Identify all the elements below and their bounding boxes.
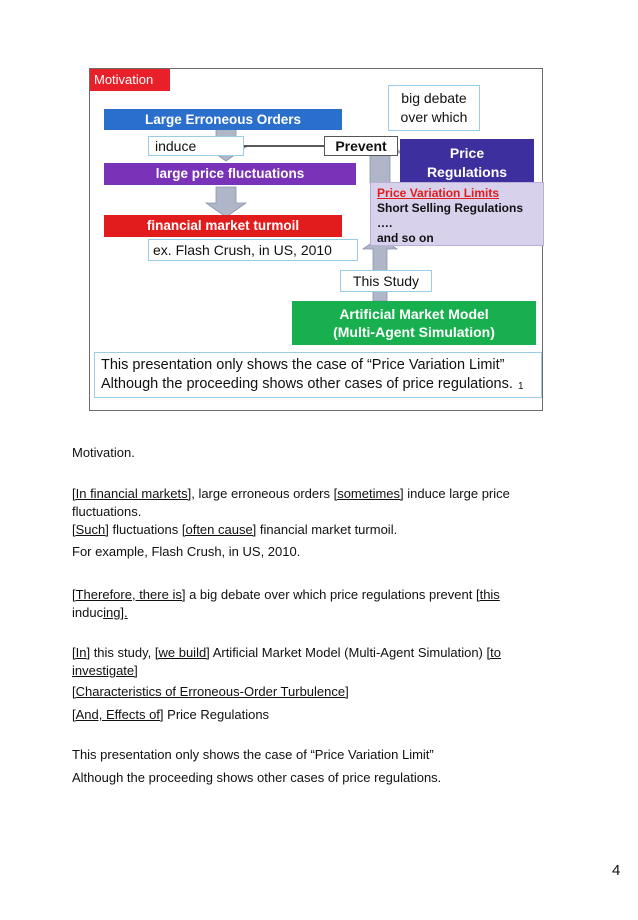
notes-text: , large erroneous orders <box>191 486 334 501</box>
slide-number: 1 <box>518 381 524 392</box>
notes-phrase: [often cause] <box>181 522 257 537</box>
notes-phrase: [And, Effects of] <box>72 707 164 722</box>
notes-text: financial market turmoil. <box>256 522 398 537</box>
note-line-1: This presentation only shows the case of “Price Variation Limit” <box>101 357 505 373</box>
notes-paragraph-6 <box>72 683 552 701</box>
arrow-down-2 <box>206 187 246 217</box>
presentation-note <box>94 352 542 398</box>
notes-paragraph-4 <box>72 586 552 622</box>
example-box: ex. Flash Crush, in US, 2010 <box>148 239 358 261</box>
this-study-box: This Study <box>340 270 432 292</box>
notes-text: fluctuations. <box>72 504 142 519</box>
notes-phrase: [to <box>486 645 501 660</box>
induce-box: induce <box>148 136 244 156</box>
fluctuations-box: large price fluctuations <box>104 163 356 185</box>
debate-box <box>388 85 480 131</box>
notes-paragraph-3: For example, Flash Crush, in US, 2010. <box>72 544 301 559</box>
notes-phrase: [In financial markets] <box>72 486 192 501</box>
notes-phrase: [this <box>475 587 500 602</box>
list-item-price-variation: Price Variation Limits <box>377 186 500 200</box>
notes-phrase: [we build] <box>154 645 210 660</box>
regulations-list <box>370 182 544 246</box>
notes-phrase: [Such] <box>72 522 109 537</box>
notes-text: induc <box>72 605 104 620</box>
notes-phrase: [Therefore, there is] <box>72 587 186 602</box>
notes-text: Price Regulations <box>163 707 270 722</box>
price-reg-line-1: Price <box>449 145 485 161</box>
notes-paragraph-5 <box>72 644 552 680</box>
price-regulations-box <box>400 139 534 185</box>
notes-paragraph-7 <box>72 706 552 724</box>
price-reg-line-2: Regulations <box>426 164 508 180</box>
motivation-tag: Motivation <box>90 69 170 91</box>
notes-phrase: [Characteristics of Erroneous-Order Turbulence] <box>72 684 349 699</box>
list-item-ellipsis: …. <box>377 216 393 230</box>
notes-paragraph-1 <box>72 485 552 521</box>
notes-text: fluctuations <box>108 522 182 537</box>
turmoil-box: financial market turmoil <box>104 215 342 237</box>
notes-text: this study, <box>90 645 155 660</box>
list-item-short-selling: Short Selling Regulations <box>377 201 524 215</box>
note-line-2: Although the proceeding shows other cases of price regulations. <box>101 376 513 392</box>
notes-phrase: ing]. <box>103 605 128 620</box>
notes-paragraph-8: This presentation only shows the case of “Price Variation Limit” <box>72 747 434 762</box>
notes-phrase: [sometimes] <box>333 486 404 501</box>
model-line-1: Artificial Market Model <box>339 306 489 322</box>
notes-text: a big debate over which price regulations prevent <box>185 587 476 602</box>
large-orders-box: Large Erroneous Orders <box>104 109 342 130</box>
notes-paragraph-9: Although the proceeding shows other cases of price regulations. <box>72 770 442 785</box>
notes-text: induce large price <box>403 486 510 501</box>
model-box <box>292 301 536 345</box>
debate-line-1: big debate <box>401 90 467 106</box>
notes-text: Artificial Market Model (Multi-Agent Simulation) <box>209 645 487 660</box>
prevent-box: Prevent <box>324 136 398 156</box>
notes-phrase: [In] <box>72 645 91 660</box>
notes-paragraph-2 <box>72 521 552 539</box>
list-item-and-so-on: and so on <box>377 231 434 245</box>
model-line-2: (Multi-Agent Simulation) <box>333 324 495 340</box>
debate-line-2: over which <box>400 109 468 125</box>
slide <box>89 68 543 411</box>
page-number: 4 <box>612 862 621 879</box>
notes-phrase: investigate] <box>72 663 138 678</box>
notes-motivation: Motivation. <box>72 445 135 460</box>
